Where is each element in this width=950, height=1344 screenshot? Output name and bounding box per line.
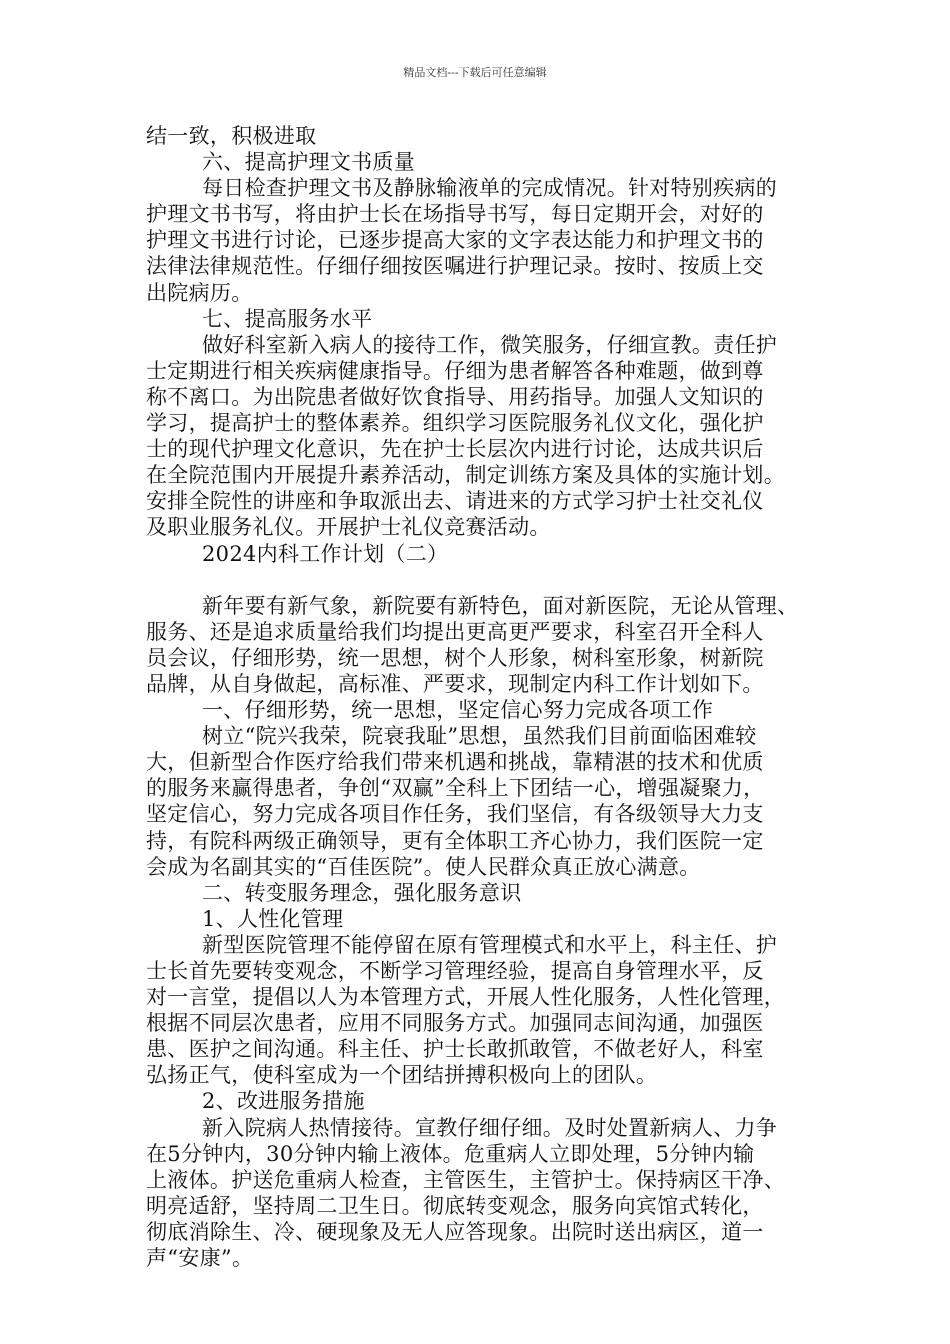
paragraph-line: 品牌，从自身做起，高标准、严要求，现制定内科工作计划如下。 [146,671,764,696]
paragraph-line: 做好科室新入病人的接待工作，微笑服务，仔细宣教。责任护 [202,332,778,357]
paragraph-line: 会成为名副其实的“百佳医院”。使人民群众真正放心满意。 [146,854,701,879]
paragraph-line: 明亮适舒，坚持周二卫生日。彻底转变观念，服务向宾馆式转化， [146,1193,764,1218]
paragraph-line: 大，但新型合作医疗给我们带来机遇和挑战，靠精湛的技术和优质 [146,750,764,775]
paragraph-line: 新入院病人热情接待。宣教仔细仔细。及时处置新病人、力争 [202,1115,778,1140]
paragraph-line: 上液体。护送危重病人检查，主管医生，主管护士。保持病区干净、 [146,1167,785,1192]
paragraph-line: 患、医护之间沟通。科主任、护士长敢抓敢管，不做老好人，科室 [146,1037,764,1062]
blank-line [146,567,826,593]
paragraph-line: 每日检查护理文书及静脉输液单的完成情况。针对特别疾病的 [202,176,778,201]
paragraph-line: 护理文书书写，将由护士长在场指导书写，每日定期开会，对好的 [146,202,764,227]
paragraph-line: 学习，提高护士的整体素养。组织学习医院服务礼仪文化，强化护 [146,411,764,436]
paragraph-line: 在5分钟内，30分钟内输上液体。危重病人立即处理，5分钟内输 [146,1141,755,1166]
paragraph-line: 称不离口。为出院患者做好饮食指导、用药指导。加强人文知识的 [146,384,764,409]
paragraph-line: 坚定信心，努力完成各项目作任务，我们坚信，有各级领导大力支 [146,802,764,827]
paragraph-line: 出院病历。 [146,280,253,305]
text-line: 结一致，积极进取 [146,124,317,148]
paragraph-line: 员会议，仔细形势，统一思想，树个人形象，树科室形象，树新院 [146,645,764,670]
paragraph-line: 安排全院性的讲座和争取派出去、请进来的方式学习护士社交礼仪 [146,489,764,514]
paragraph-line: 士长首先要转变观念，不断学习管理经验，提高自身管理水平，反 [146,959,764,983]
section-heading: 七、提高服务水平 [202,306,373,331]
paragraph-line: 对一言堂，提倡以人为本管理方式，开展人性化服务，人性化管理， [146,985,785,1010]
paragraph-line: 士定期进行相关疾病健康指导。仔细为患者解答各种难题，做到尊 [146,358,764,383]
paragraph-line: 弘扬正气，使科室成为一个团结拼搏积极向上的团队。 [146,1063,658,1088]
paragraph-line: 法律法律规范性。仔细仔细按医嘱进行护理记录。按时、按质上交 [146,254,764,279]
paragraph-line: 护理文书进行讨论，已逐步提高大家的文字表达能力和护理文书的 [146,228,764,253]
section-heading: 六、提高护理文书质量 [202,150,415,175]
document-subtitle: 2024内科工作计划（二） [202,541,449,566]
paragraph-line: 服务、还是追求质量给我们均提出更高更严要求，科室召开全科人 [146,619,764,644]
document-body [146,123,826,1271]
page-header: 精品文档---下载后可任意编辑 [403,66,547,79]
paragraph-line: 新型医院管理不能停留在原有管理模式和水平上，科主任、护 [202,932,778,957]
paragraph-line: 根据不同层次患者，应用不同服务方式。加强同志间沟通，加强医 [146,1011,764,1036]
section-heading: 二、转变服务理念，强化服务意识 [202,880,522,905]
paragraph-line: 声“安康”。 [146,1246,254,1271]
paragraph-line: 士的现代护理文化意识，先在护士长层次内进行讨论，达成共识后 [146,437,764,462]
paragraph-line: 的服务来赢得患者，争创“双赢”全科上下团结一心，增强凝聚力， [146,776,765,801]
paragraph-line: 在全院范围内开展提升素养活动，制定训练方案及具体的实施计划。 [146,463,785,488]
paragraph-line: 树立“院兴我荣，院衰我耻”思想，虽然我们目前面临困难较 [202,724,757,749]
paragraph-line: 及职业服务礼仪。开展护士礼仪竞赛活动。 [146,515,551,540]
paragraph-line: 新年要有新气象，新院要有新特色，面对新医院，无论从管理、 [202,593,799,618]
section-heading: 一、仔细形势，统一思想，坚定信心努力完成各项工作 [202,698,714,723]
paragraph-line: 彻底消除生、冷、硬现象及无人应答现象。出院时送出病区，道一 [146,1219,764,1244]
paragraph-line: 持，有院科两级正确领导，更有全体职工齐心协力，我们医院一定 [146,828,764,853]
subsection-heading: 1、人性化管理 [202,906,344,931]
subsection-heading: 2、改进服务措施 [202,1089,365,1114]
